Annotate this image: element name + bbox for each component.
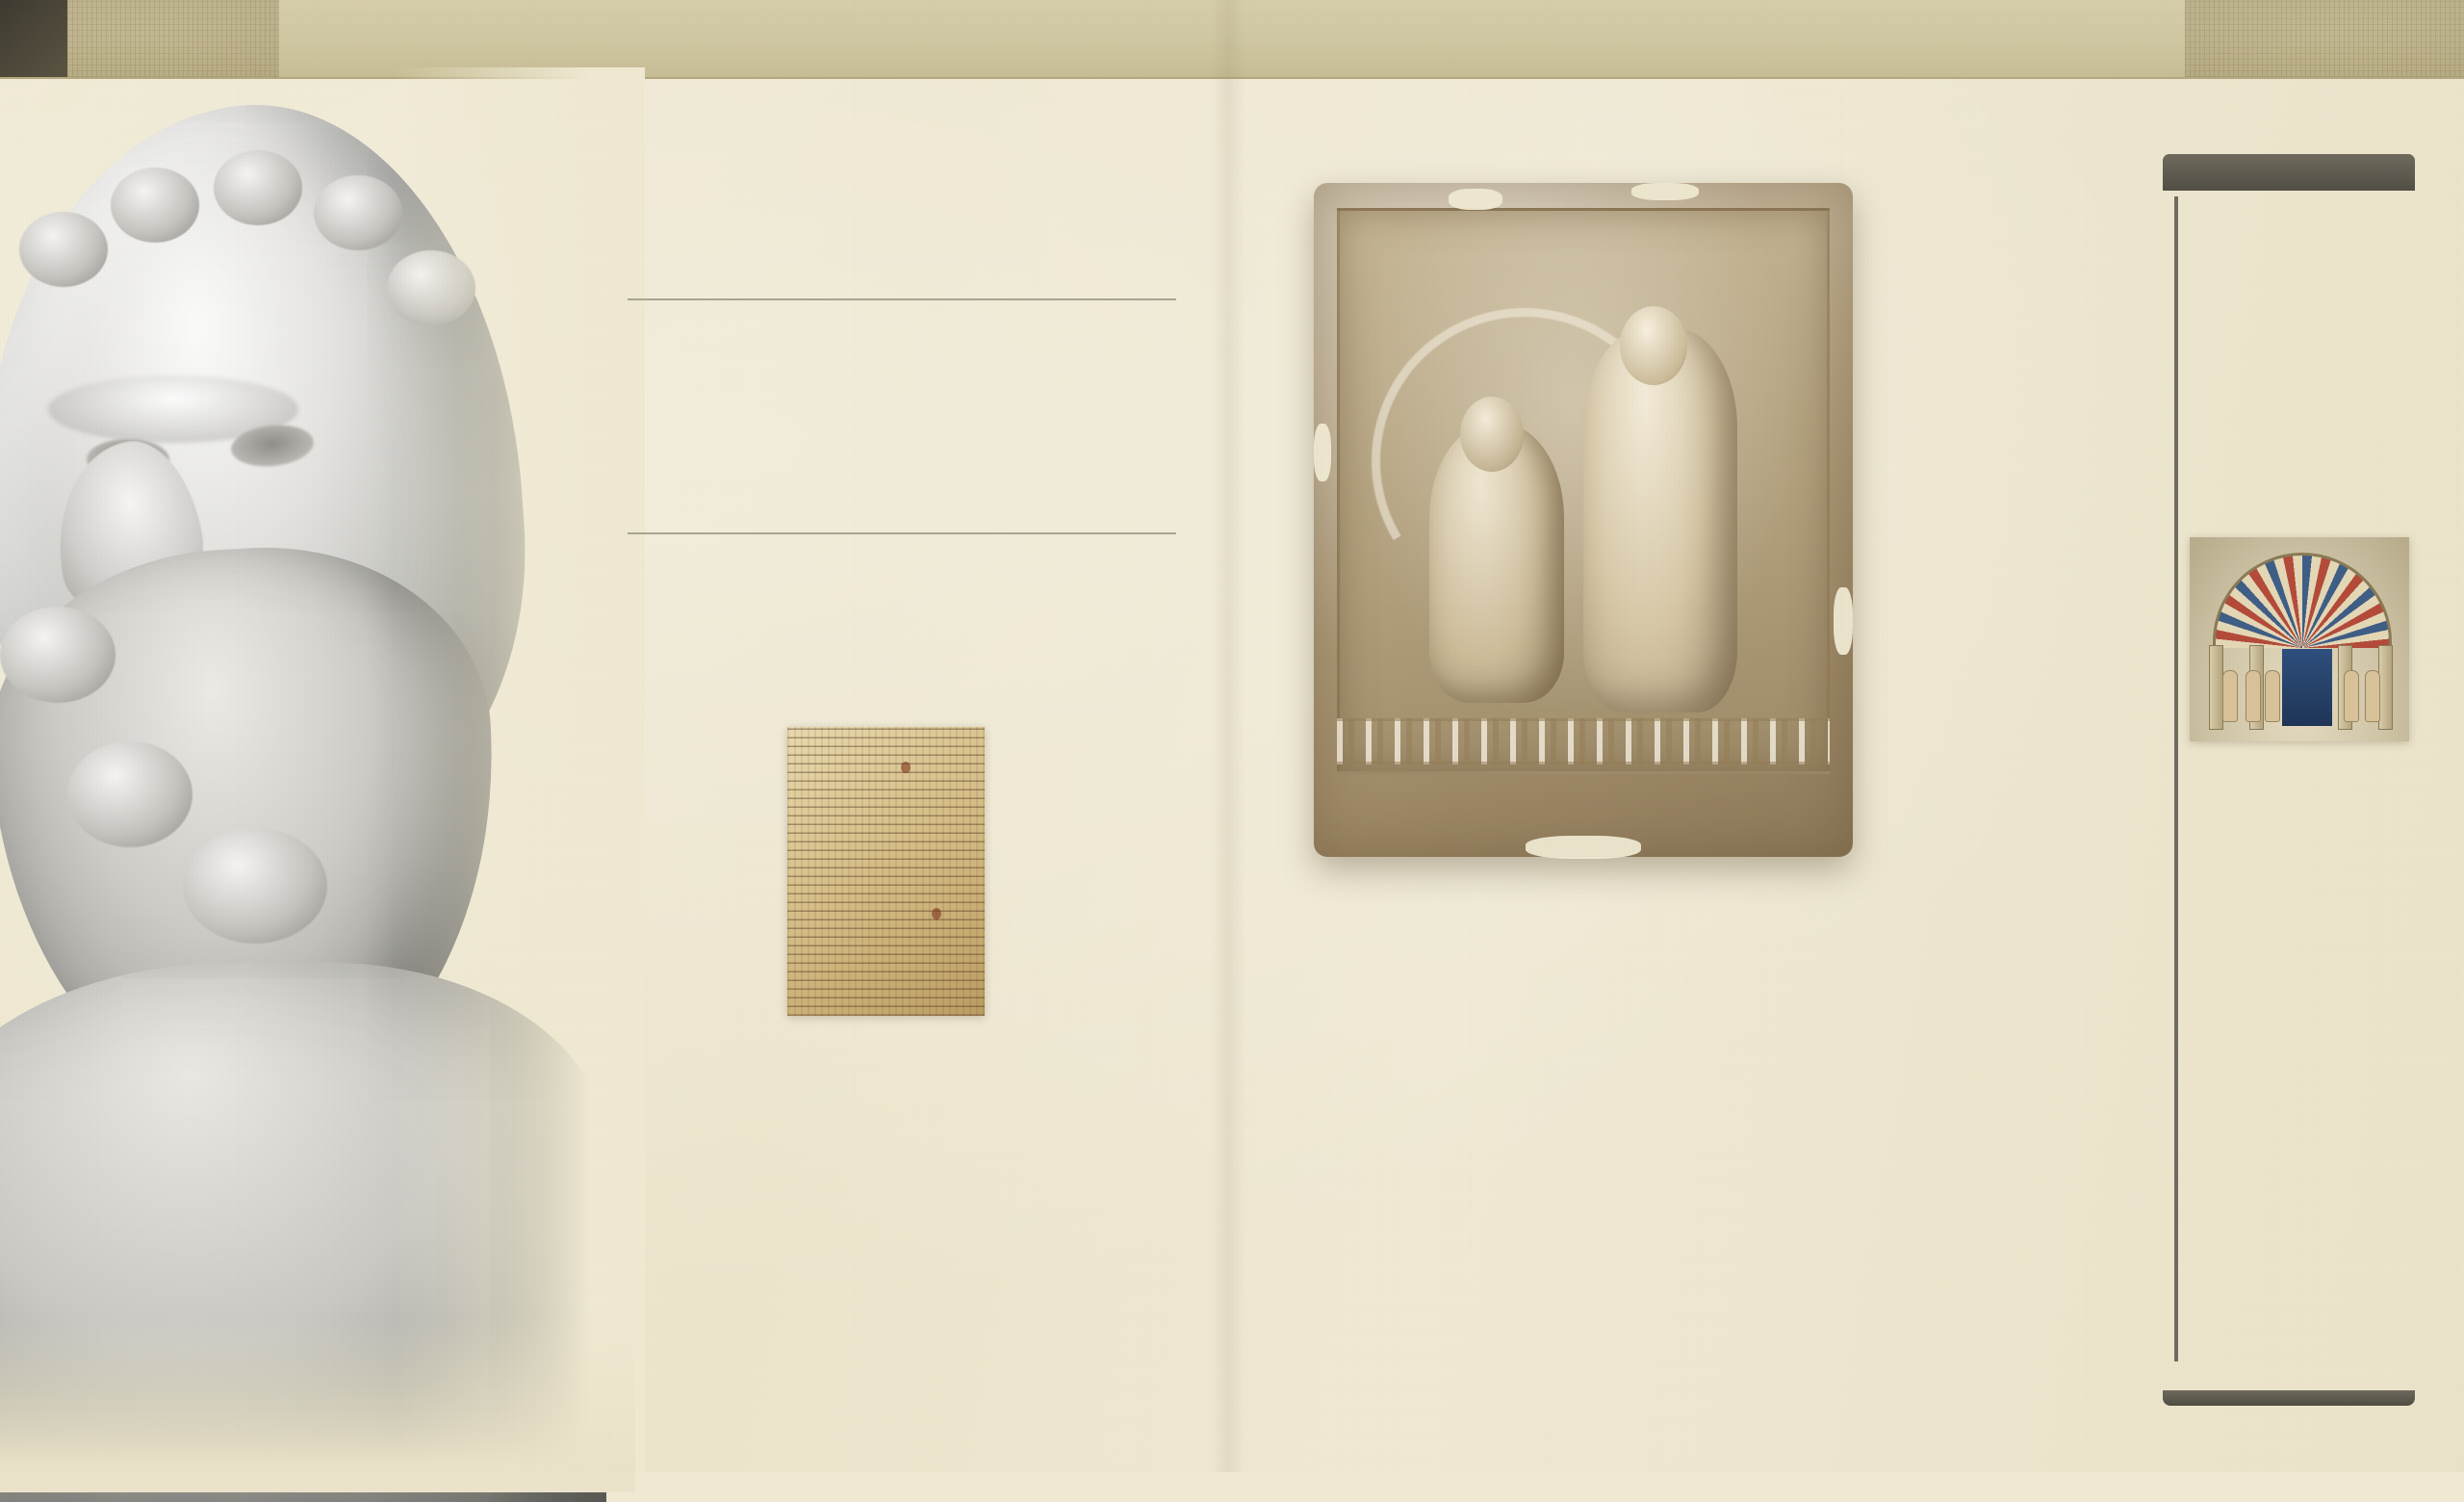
illumination-column <box>2209 645 2223 730</box>
body-column-5 <box>1882 318 2151 333</box>
timeline-panel-footer <box>2163 1390 2415 1406</box>
body-column-3 <box>1309 895 1569 911</box>
bust-eye-left <box>87 439 169 479</box>
running-header-band <box>0 0 2464 79</box>
timeline-panel <box>2163 154 2415 1406</box>
caption-modernizing-medicine <box>626 1273 905 1274</box>
bust-beard-curl <box>183 828 327 944</box>
relief-chip <box>1631 183 1699 200</box>
illumination-dome <box>2213 553 2392 648</box>
relief-chip <box>1314 424 1331 481</box>
bust-beard-curl <box>0 607 116 703</box>
hippocratic-oath-manuscript-image <box>787 727 985 1016</box>
hero-divider-bottom <box>628 532 1176 534</box>
bust-hair-curl <box>111 168 199 243</box>
relief-head-physician <box>1460 397 1524 472</box>
caption-hippocratic-oath <box>787 1028 989 1029</box>
timeline-heading <box>2163 154 2415 191</box>
relief-chip <box>1526 836 1641 859</box>
relief-figure-standing-patient <box>1583 327 1737 712</box>
ink-blot <box>932 908 941 919</box>
ancient-marble-relief-image <box>1314 183 1853 857</box>
relief-chip <box>1449 189 1502 210</box>
page-gutter-shadow <box>1211 0 1245 1472</box>
illumination-figure <box>2344 670 2359 722</box>
bust-fade-right <box>395 67 645 1473</box>
corner-block <box>0 0 67 77</box>
body-column-1 <box>626 551 804 555</box>
bust-shoulder-shape <box>0 963 606 1502</box>
pull-quote-top <box>624 313 1201 428</box>
engraving-ornament-right <box>2185 0 2464 77</box>
bust-beard-curl <box>67 741 192 847</box>
illumination-figure <box>2222 670 2238 722</box>
illumination-column <box>2378 645 2393 730</box>
relief-head-patient <box>1620 306 1687 385</box>
illumination-figure <box>2365 670 2380 722</box>
bust-hair-curl <box>214 150 302 225</box>
illumination-figure <box>2246 670 2261 722</box>
timeline-spine <box>2174 196 2178 1361</box>
pull-quote-bottom <box>1593 1177 2132 1332</box>
bust-hair-curl <box>387 250 475 325</box>
hippocrates-bust-image <box>0 67 635 1473</box>
bust-eye-right <box>229 422 316 471</box>
illumination-drape <box>2282 649 2332 726</box>
bust-head-shape <box>0 88 545 855</box>
bust-beard-shape <box>0 536 510 1120</box>
illumination-figure <box>2265 670 2280 722</box>
bust-brow-shape <box>48 376 298 443</box>
relief-chip <box>1834 587 1853 655</box>
caption-ancient-scene-on-marble <box>1880 154 2135 155</box>
bust-hair-curl <box>19 212 108 287</box>
ink-blot <box>901 762 911 773</box>
hero-divider-top <box>628 298 1176 300</box>
bust-fade-bottom <box>0 1319 635 1492</box>
bust-nose-shape <box>42 431 215 627</box>
relief-greek-key-border <box>1337 718 1830 764</box>
hippocratic-treatises-edition-image <box>2190 537 2409 741</box>
hero-kicker <box>626 152 658 180</box>
bust-hair-curl <box>314 175 402 250</box>
